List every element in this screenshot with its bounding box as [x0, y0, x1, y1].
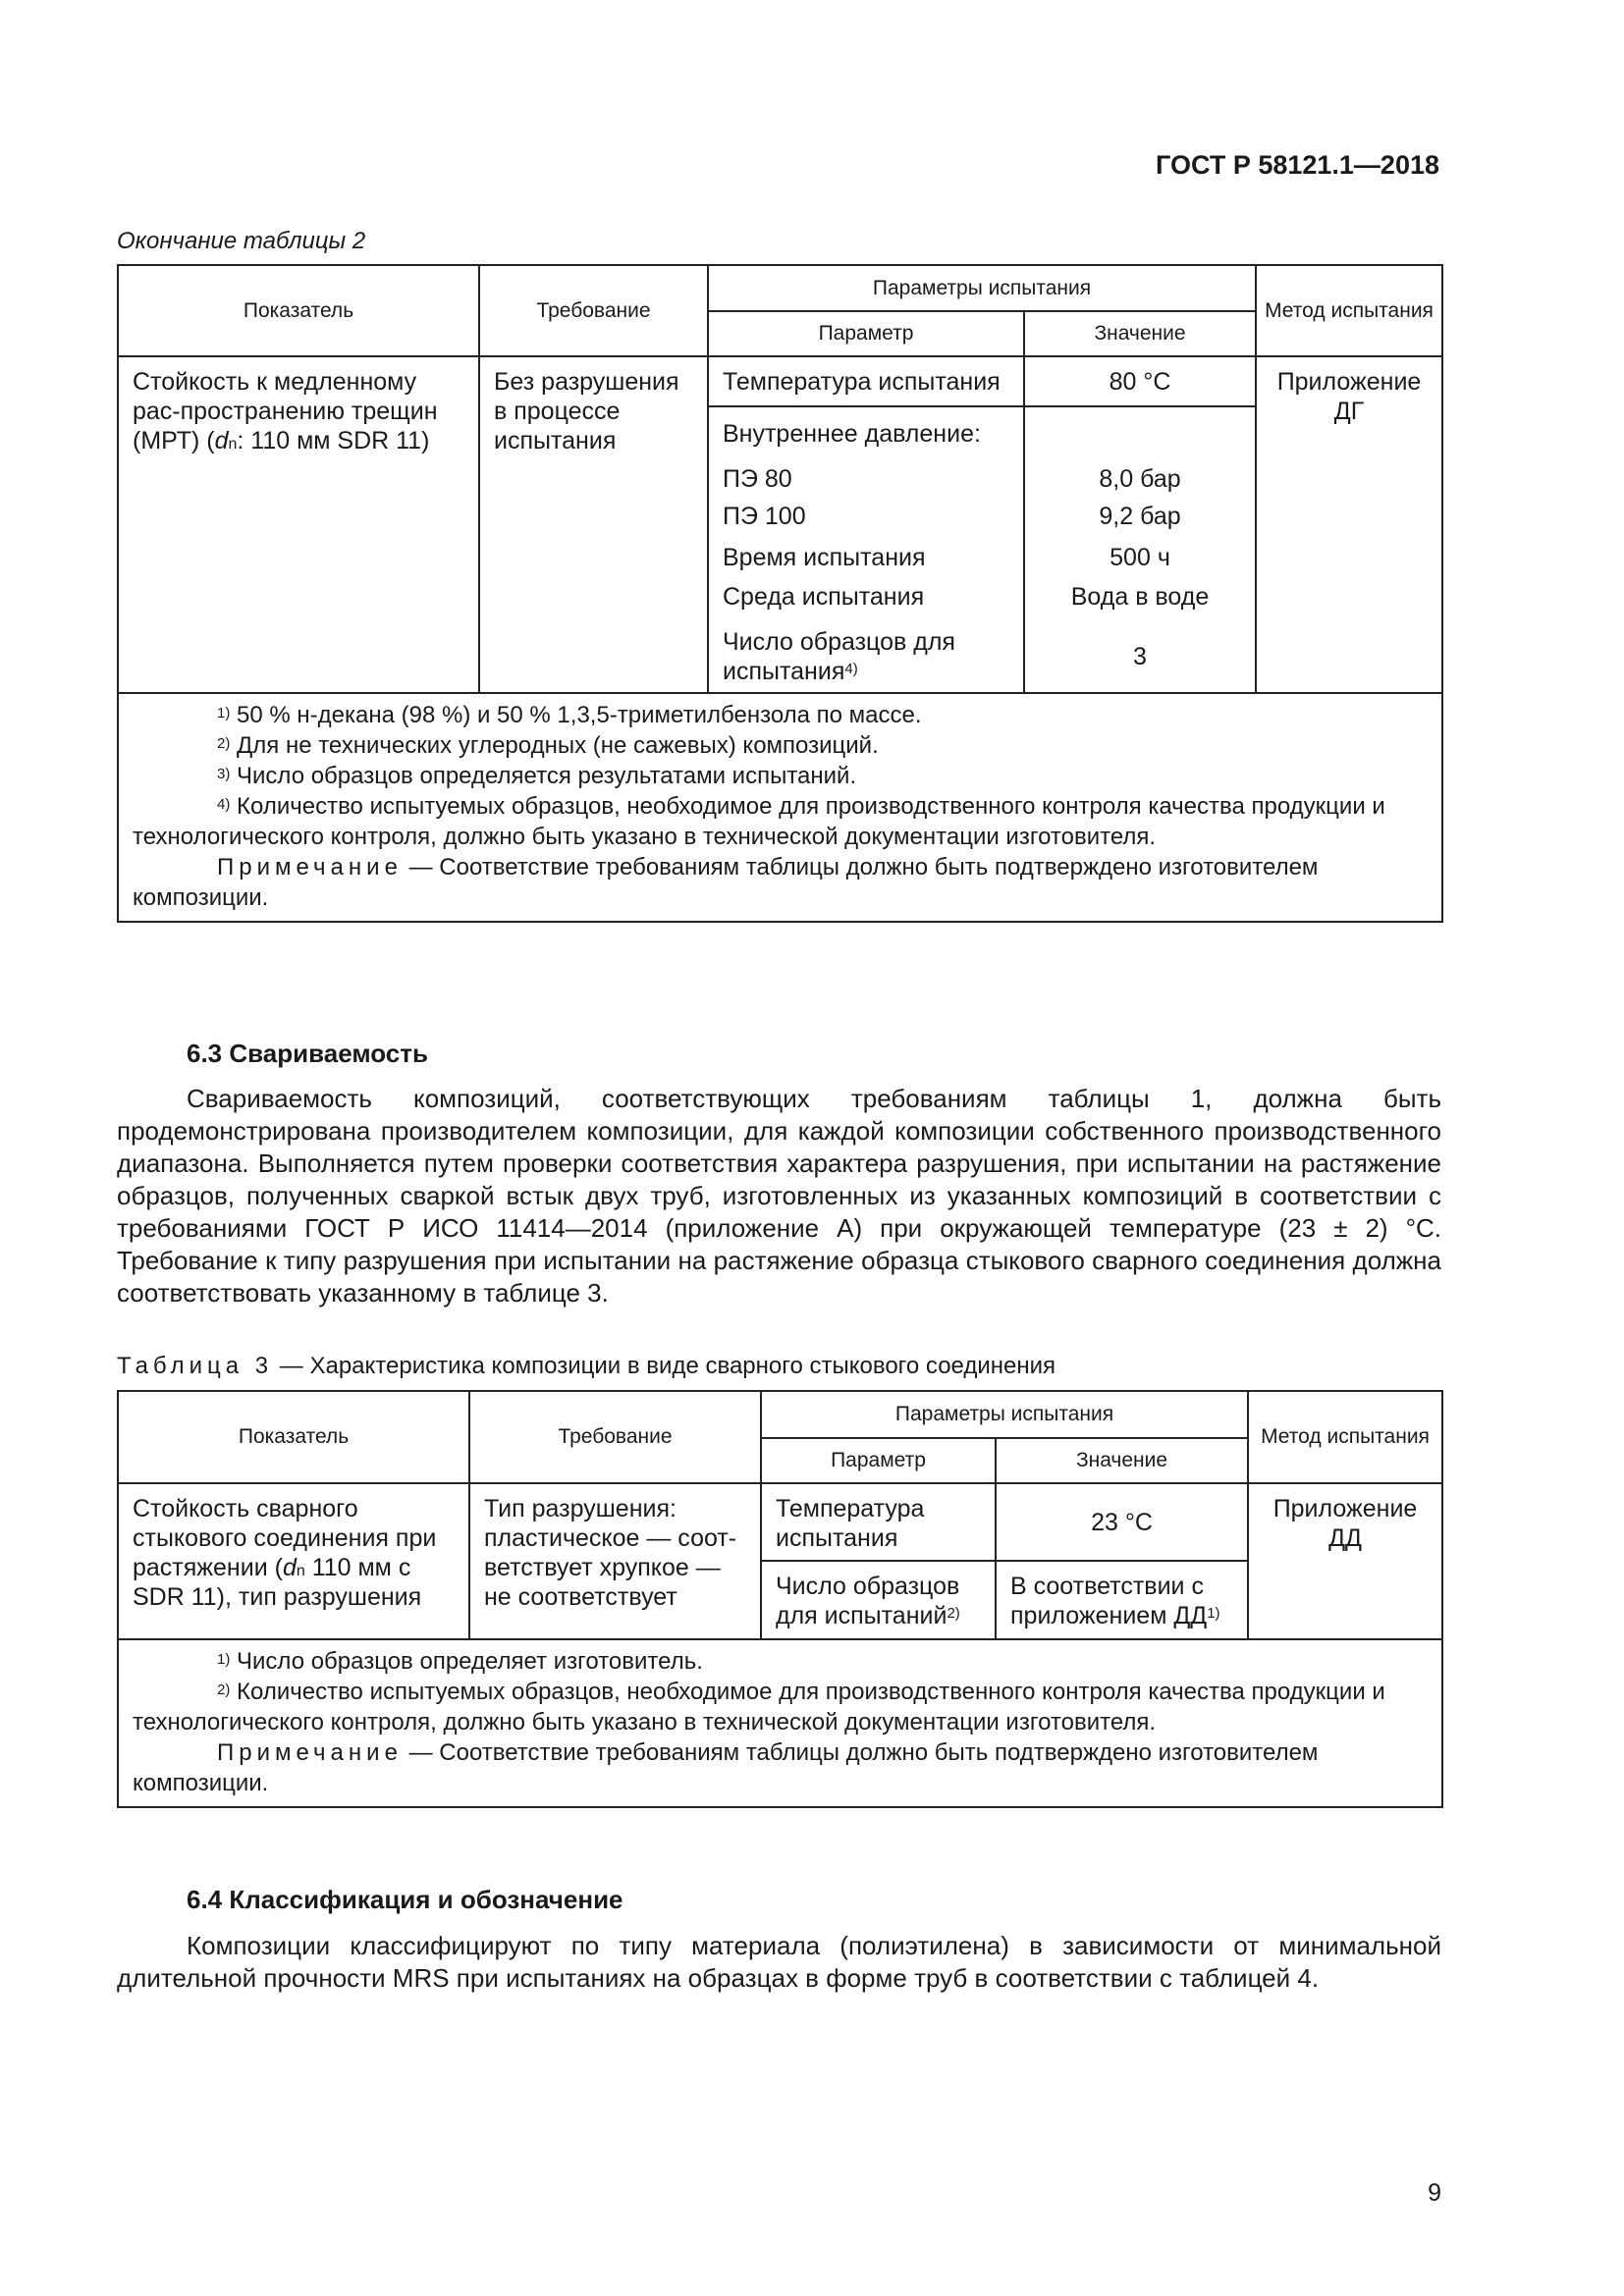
section-6-3-title: 6.3 Свариваемость — [187, 1039, 428, 1068]
table-2 — [117, 264, 1443, 923]
t2-cell-indicator: Стойкость к медленному рас-пространению трещин (МРТ) (dn: 110 мм SDR 11) — [118, 356, 479, 693]
t3-header-value: Значение — [996, 1438, 1248, 1483]
t2-footnote-2: $^{2)}$ Для не технических углеродных (не сажевых) композиций. — [217, 732, 879, 759]
t3-footnotes — [118, 1639, 1442, 1807]
t2-header-requirement: Требование — [479, 265, 708, 356]
t2-param-temperature: Температура испытания — [708, 356, 1024, 406]
t3-header-method: Метод испытания — [1248, 1391, 1442, 1483]
t3-header-indicator: Показатель — [118, 1391, 469, 1483]
t3-header-param: Параметр — [761, 1438, 996, 1483]
section-6-4-title: 6.4 Классификация и обозначение — [187, 1885, 623, 1914]
t2-header-param: Параметр — [708, 311, 1024, 356]
table3-caption: Таблица 3 — Характеристика композиции в виде сварного стыкового соединения — [117, 1353, 1056, 1379]
t2-header-method: Метод испытания — [1256, 265, 1442, 356]
t2-header-params-group: Параметры испытания — [708, 265, 1256, 311]
t2-value-medium: Вода в воде — [1024, 572, 1256, 621]
t3-param-samples: Число образцов для испытаний$^{2)}$ — [761, 1561, 996, 1639]
t3-value-temperature: 23 °С — [996, 1483, 1248, 1561]
standard-designation: ГОСТ Р 58121.1—2018 — [1156, 150, 1439, 180]
t3-param-temperature: Температура испытания — [761, 1483, 996, 1561]
t2-header-indicator: Показатель — [118, 265, 479, 356]
t2-header-value: Значение — [1024, 311, 1256, 356]
t2-cell-requirement: Без разрушения в процессе испытания — [479, 356, 708, 693]
t3-footnote-1: $^{1)}$ Число образцов определяет изготовитель. — [217, 1648, 703, 1675]
t2-value-pressure — [1024, 406, 1256, 454]
section-6-3-text: Свариваемость композиций, соответствующих требованиям таблицы 1, должна быть продемонстрирована производителем композиции, для каждой композиции собственного производственного диапазона. Выполняется путем проверки соответствия характера разрушения, при испытании на растяжение образцов, полученных сваркой встык двух труб, изготовленных из указанных композиций в соответствии с требованиями ГОСТ Р ИСО 11414—2014 (приложение А) при окружающей температуре (23 ± 2) °С. Требование к типу разрушения при испытании на растяжение образца стыкового сварного соединения должна соответствовать указанному в таблице 3. — [117, 1084, 1441, 1308]
t3-footnote-2: $^{2)}$ Количество испытуемых образцов, необходимое для производственного контроля качества продукции и технологического контроля, должно быть указано в технической документации изготовителя. — [133, 1679, 1385, 1735]
t2-note: Примечание — Соответствие требованиям таблицы должно быть подтверждено изготовителем композиции. — [133, 854, 1319, 911]
t3-cell-method: Приложение ДД — [1248, 1483, 1442, 1639]
t2-param-pressure: Внутреннее давление: — [708, 406, 1024, 454]
page-number: 9 — [1428, 2179, 1441, 2207]
t2-footnote-4: $^{4)}$ Количество испытуемых образцов, необходимое для производственного контроля качества продукции и технологического контроля, должно быть указано в технической документации изготовителя. — [133, 793, 1385, 850]
t3-header-params-group: Параметры испытания — [761, 1391, 1248, 1438]
t3-value-samples: В соответствии с приложением ДД$^{1)}$ — [996, 1561, 1248, 1639]
t2-param-medium: Среда испытания — [708, 572, 1024, 621]
t2-value-temperature: 80 °С — [1024, 356, 1256, 406]
t2-param-pe-group: ПЭ 80 ПЭ 100 Время испытания — [708, 454, 1024, 572]
t2-param-samples: Число образцов для испытания$^{4)}$ — [708, 621, 1024, 693]
t2-footnote-1: $^{1)}$ 50 % н-декана (98 %) и 50 % 1,3,5-триметилбензола по массе. — [217, 702, 922, 728]
t3-cell-indicator: Стойкость сварного стыкового соединения при растяжении (dn 110 мм с SDR 11), тип разрушения — [118, 1483, 469, 1639]
section-6-4-text: Композиции классифицируют по типу материала (полиэтилена) в зависимости от минимальной длительной прочности MRS при испытаниях на образцах в форме труб в соответствии с таблицей 4. — [117, 1931, 1441, 1993]
t3-header-requirement: Требование — [469, 1391, 761, 1483]
t3-note: Примечание — Соответствие требованиям таблицы должно быть подтверждено изготовителем композиции. — [133, 1739, 1319, 1796]
t3-cell-requirement: Тип разрушения: пластическое — соот-ветствует хрупкое — не соответствует — [469, 1483, 761, 1639]
t2-footnotes — [118, 693, 1442, 922]
t2-cell-method: Приложение ДГ — [1256, 356, 1442, 693]
table-3 — [117, 1390, 1443, 1808]
table2-caption: Окончание таблицы 2 — [117, 228, 366, 254]
t2-value-pe-group: 8,0 бар 9,2 бар 500 ч — [1024, 454, 1256, 572]
t2-value-samples: 3 — [1024, 621, 1256, 693]
t2-footnote-3: $^{3)}$ Число образцов определяется результатами испытаний. — [217, 763, 857, 789]
